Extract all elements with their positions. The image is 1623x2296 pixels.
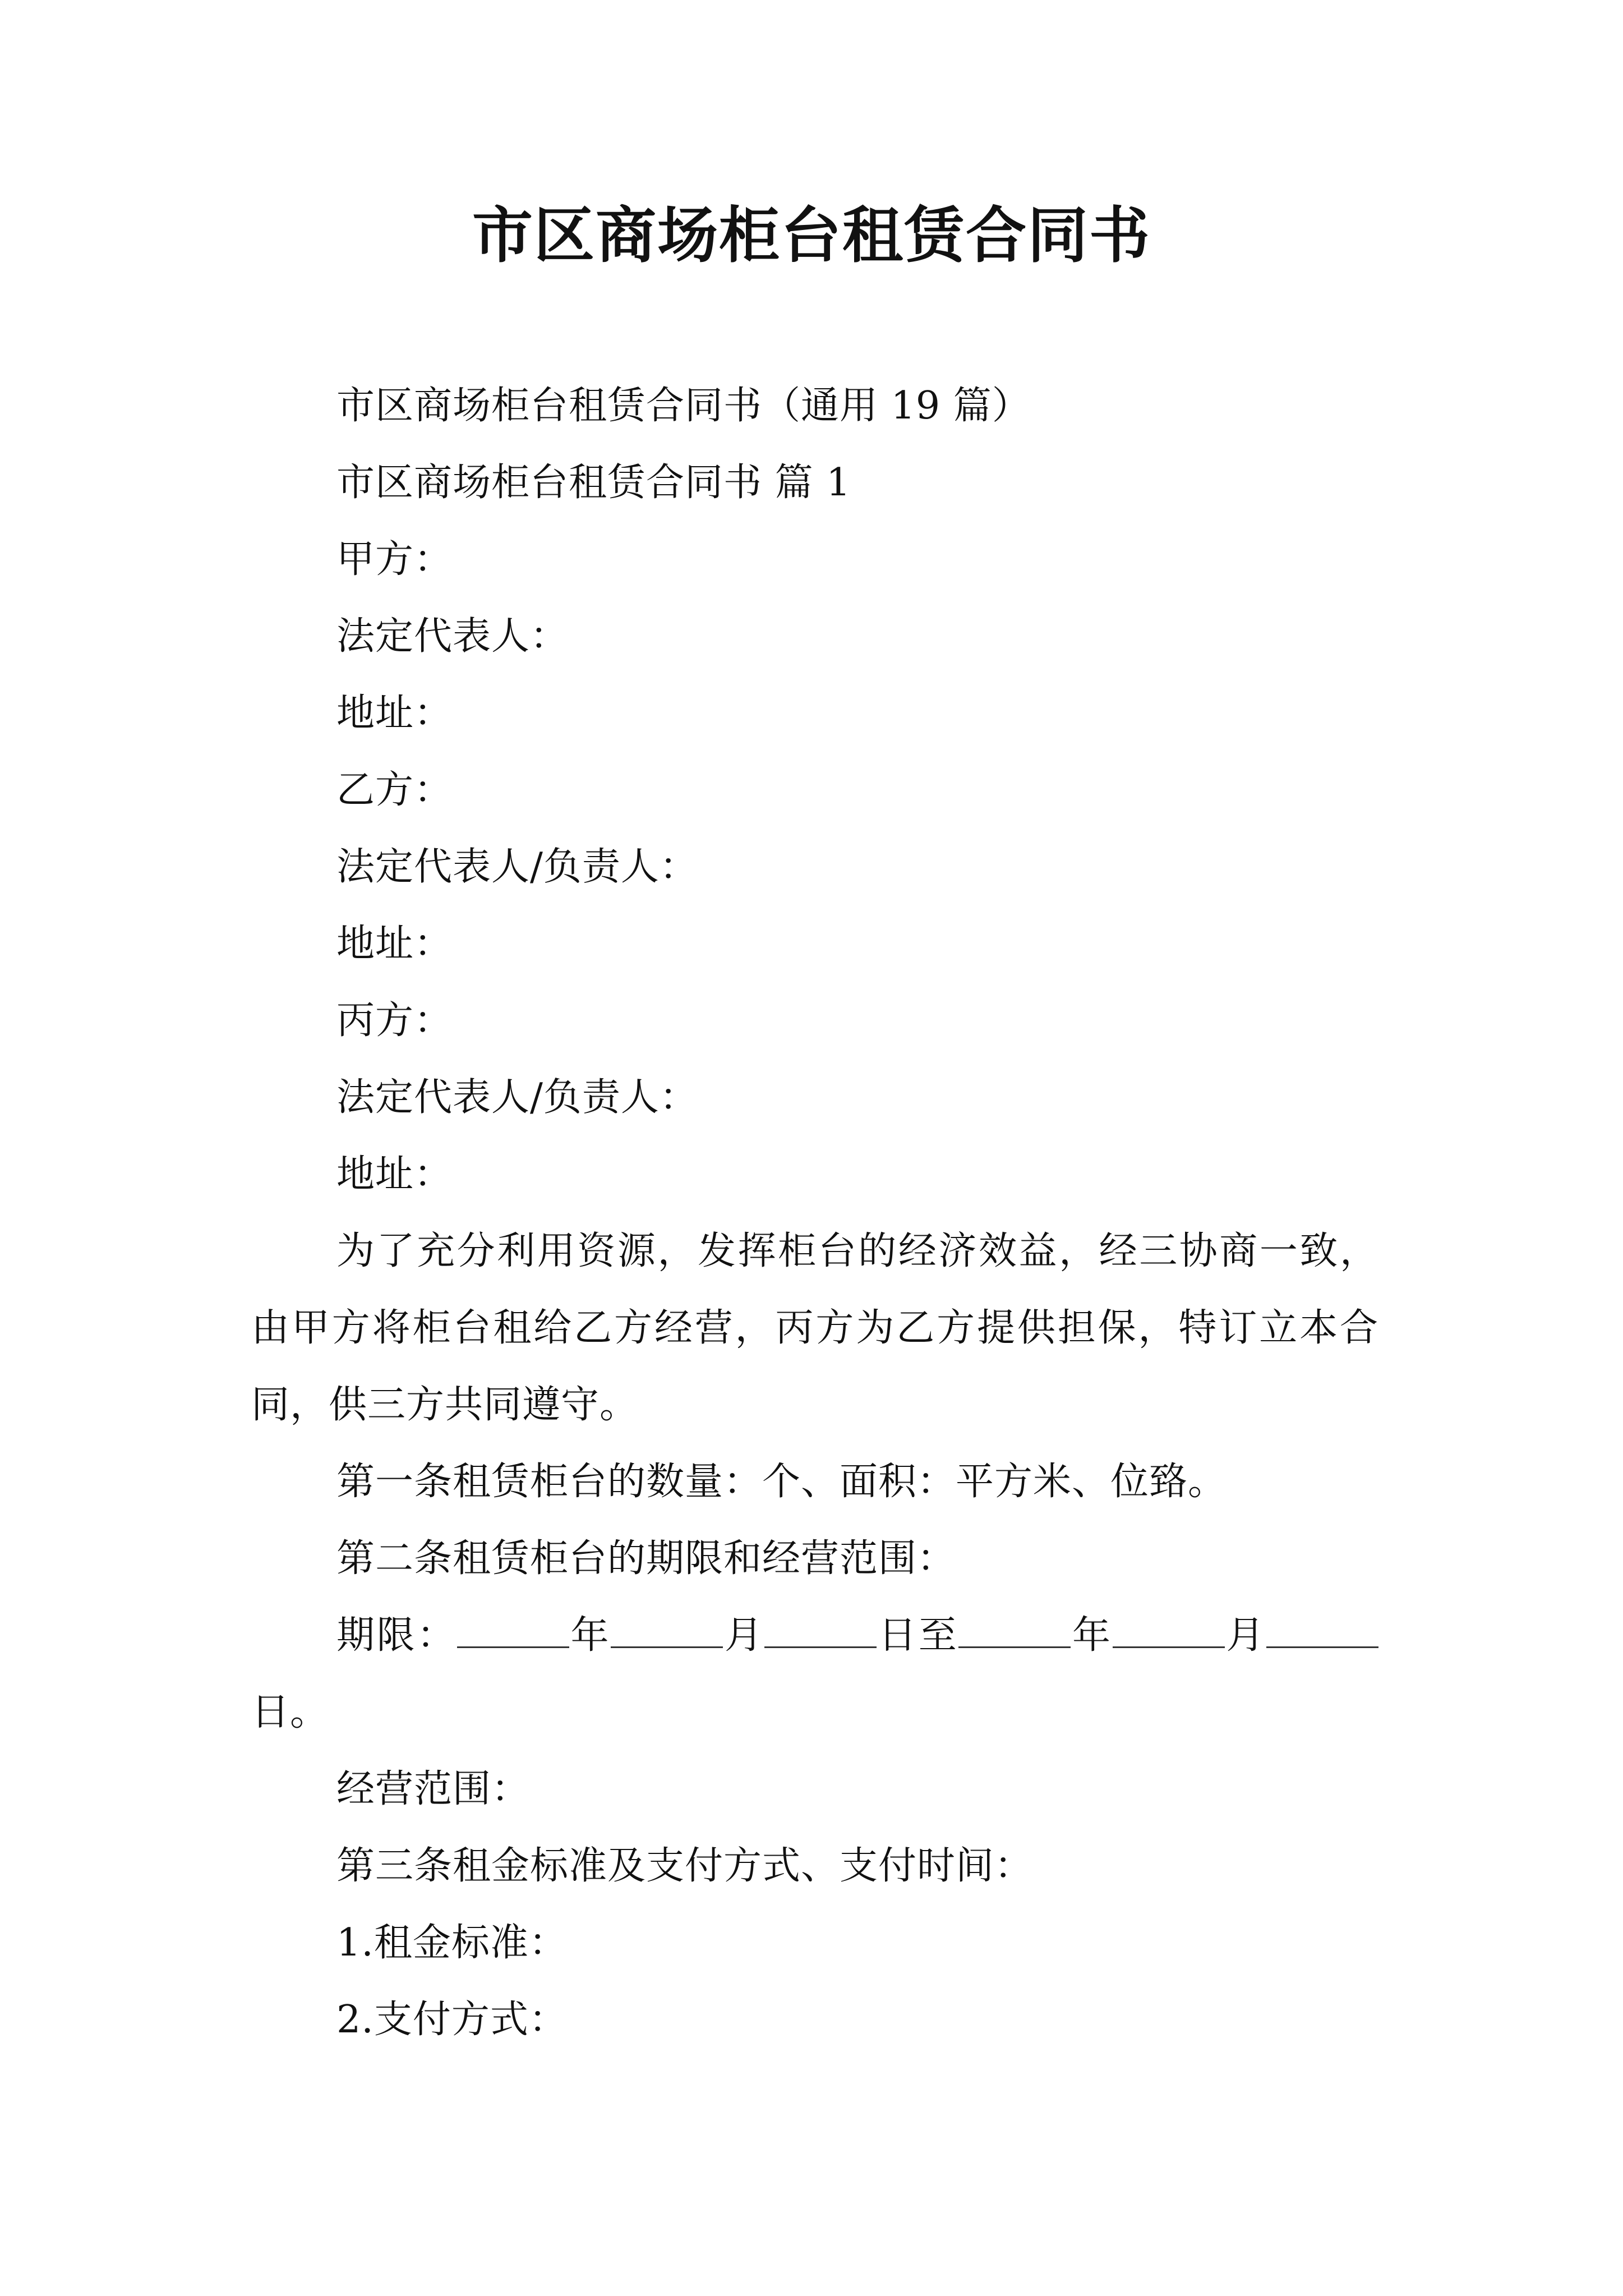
blank-field [958, 1614, 1071, 1648]
blank-field [1113, 1614, 1225, 1648]
term-line [251, 1597, 1378, 1751]
term-end: 日。 [251, 1690, 329, 1734]
rent-standard: 1.租金标准： [336, 1921, 568, 1965]
term-month-1: 月 [723, 1613, 765, 1658]
business-scope: 经营范围： [336, 1767, 531, 1811]
blank-field [764, 1614, 877, 1648]
blank-field [611, 1614, 723, 1648]
article-2: 第二条租赁柜台的期限和经营范围： [336, 1536, 956, 1581]
party-a-label: 甲方： [336, 537, 453, 582]
blank-field [457, 1614, 569, 1648]
preamble-paragraph: 为了充分利用资源，发挥柜台的经济效益，经三协商一致，由甲方将柜台租给乙方经营，丙方为乙方提供担保，特订立本合同，供三方共同遵守。 [251, 1229, 1378, 1427]
party-b-address: 地址： [336, 922, 453, 966]
party-b-representative: 法定代表人/负责人： [336, 845, 698, 889]
term-year-2: 年 [1071, 1613, 1113, 1658]
party-c-representative: 法定代表人/负责人： [336, 1075, 698, 1120]
term-year-1: 年 [569, 1613, 611, 1658]
term-day-to: 日至 [877, 1613, 959, 1658]
term-prefix: 期限： [336, 1613, 457, 1658]
article-3: 第三条租金标准及支付方式、支付时间： [336, 1844, 1034, 1888]
party-b-label: 乙方： [336, 768, 453, 812]
blank-field [1266, 1614, 1378, 1648]
party-a-representative: 法定代表人： [336, 614, 569, 659]
payment-method: 2.支付方式： [336, 1998, 568, 2042]
document-body [251, 367, 1378, 2058]
document-title: 市区商场柜台租赁合同书 [472, 200, 1151, 271]
section-heading: 市区商场柜台租赁合同书 篇 1 [336, 461, 851, 505]
subtitle-line: 市区商场柜台租赁合同书（通用 19 篇） [336, 384, 1031, 428]
party-c-address: 地址： [336, 1152, 453, 1197]
term-month-2: 月 [1224, 1613, 1266, 1658]
article-1: 第一条租赁柜台的数量：个、面积：平方米、位臵。 [336, 1460, 1227, 1504]
party-a-address: 地址： [336, 691, 453, 735]
party-c-label: 丙方： [336, 999, 453, 1043]
